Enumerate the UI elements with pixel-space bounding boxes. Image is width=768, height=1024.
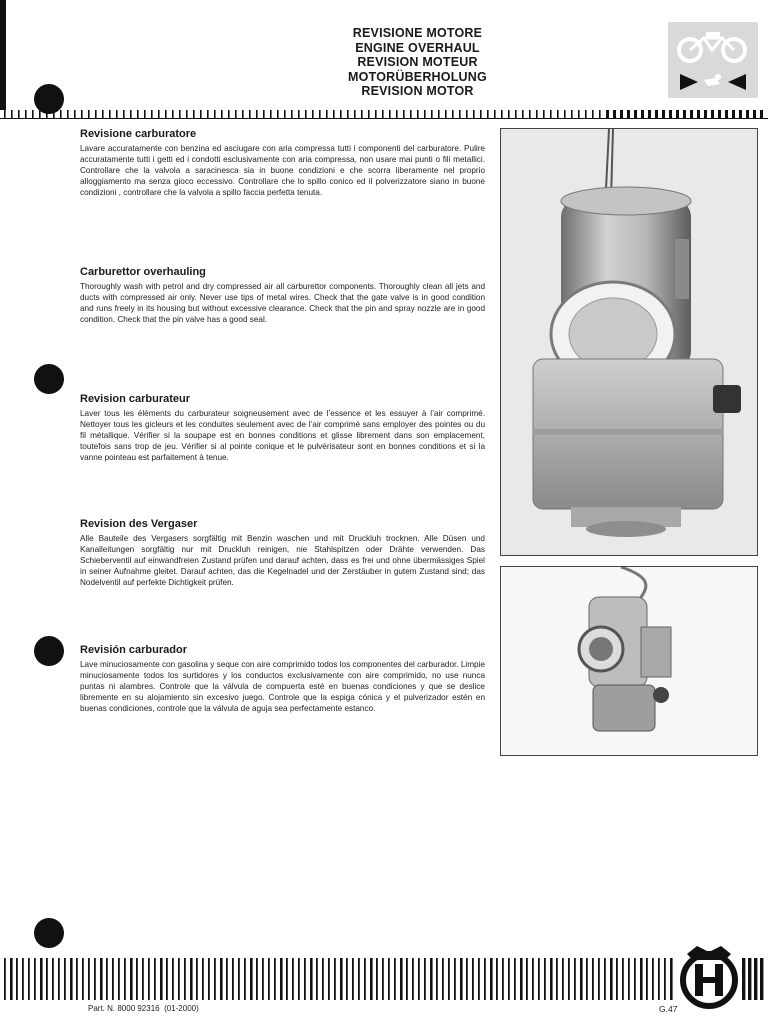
ruler-tick bbox=[340, 110, 342, 118]
barcode-bar bbox=[760, 958, 763, 1000]
ruler-tick bbox=[501, 110, 503, 118]
ruler-tick bbox=[522, 110, 524, 118]
ruler-tick bbox=[711, 110, 714, 118]
footer-barcode-ruler bbox=[0, 952, 768, 1004]
barcode-bar bbox=[106, 958, 108, 1000]
barcode-bar bbox=[298, 958, 300, 1000]
barcode-bar bbox=[436, 958, 438, 1000]
ruler-tick bbox=[4, 110, 6, 118]
barcode-bar bbox=[400, 958, 403, 1000]
ruler-tick bbox=[704, 110, 707, 118]
ruler-tick bbox=[676, 110, 679, 118]
ruler-tick bbox=[11, 110, 13, 118]
ruler-tick bbox=[291, 110, 293, 118]
part-number bbox=[88, 1004, 199, 1013]
binding-edge-bar bbox=[0, 0, 6, 110]
page-number: G.47 bbox=[659, 1004, 678, 1014]
barcode-bar bbox=[70, 958, 73, 1000]
ruler-tick bbox=[123, 110, 125, 118]
barcode-bar bbox=[514, 958, 516, 1000]
barcode-bar bbox=[352, 958, 354, 1000]
barcode-bar bbox=[40, 958, 43, 1000]
barcode-bar bbox=[430, 958, 433, 1000]
barcode-bar bbox=[484, 958, 486, 1000]
barcode-bar bbox=[166, 958, 168, 1000]
ruler-tick bbox=[60, 110, 62, 118]
barcode-bar bbox=[604, 958, 606, 1000]
ruler-tick bbox=[655, 110, 658, 118]
ruler-tick bbox=[473, 110, 475, 118]
ruler-tick bbox=[620, 110, 623, 118]
barcode-bar bbox=[112, 958, 114, 1000]
barcode-bar bbox=[172, 958, 174, 1000]
ruler-tick bbox=[277, 110, 279, 118]
header-ruler bbox=[0, 108, 768, 120]
ruler-tick bbox=[46, 110, 48, 118]
ruler-tick bbox=[550, 110, 552, 118]
barcode-bar bbox=[478, 958, 480, 1000]
ruler-tick bbox=[235, 110, 237, 118]
barcode-bar bbox=[256, 958, 258, 1000]
ruler-tick bbox=[18, 110, 20, 118]
ruler-tick bbox=[396, 110, 398, 118]
ruler-tick bbox=[193, 110, 195, 118]
punch-hole bbox=[34, 918, 64, 948]
ruler-tick bbox=[466, 110, 468, 118]
section-body: Laver tous les éléments du carburateur soigneusement avec de l’essence et les essuyer à l’air comprimé. Nettoyer tous les gicleurs et les conduites seulement avec de l’air comprimé sans employer des pointes ou du fil métallique. Vérifier si la soupape est en bonnes conditions et glisse librement dans son emplacement, toutefois sans trop de jeu. Vérifier si al pointe conique et le pulvérisateur sont en bonnes conditions et si la vanne pointeau est parfaitement à tenue. bbox=[80, 409, 485, 463]
barcode-bar bbox=[574, 958, 576, 1000]
ruler-tick bbox=[529, 110, 531, 118]
barcode-bar bbox=[568, 958, 570, 1000]
ruler-tick bbox=[81, 110, 83, 118]
barcode-bar bbox=[442, 958, 444, 1000]
ruler-tick bbox=[144, 110, 146, 118]
ruler-tick bbox=[578, 110, 580, 118]
barcode-bar bbox=[64, 958, 66, 1000]
barcode-bar bbox=[424, 958, 426, 1000]
ruler-tick bbox=[256, 110, 258, 118]
ruler-tick bbox=[403, 110, 405, 118]
barcode-bar bbox=[754, 958, 757, 1000]
barcode-bar bbox=[346, 958, 348, 1000]
edition-date: (01-2000) bbox=[164, 1004, 199, 1013]
section-french bbox=[80, 393, 485, 463]
barcode-bar bbox=[394, 958, 396, 1000]
barcode-bar bbox=[28, 958, 30, 1000]
ruler-tick bbox=[459, 110, 461, 118]
barcode-bar bbox=[466, 958, 468, 1000]
barcode-bar bbox=[4, 958, 6, 1000]
section-english bbox=[80, 266, 485, 325]
section-body: Thoroughly wash with petrol and dry compressed air all carburettor components. Thoroughly clean all jets and ducts with compressed air only. Never use tips of metal wires. Check that the gate valve is in good condition and runs freely in its housing but without excessive clearance. Check that the pin and spray nozzle are in good condition. Check that the pin valve has a good seal. bbox=[80, 282, 485, 325]
carburetor-photo bbox=[500, 128, 758, 556]
ruler-tick bbox=[137, 110, 139, 118]
barcode-bar bbox=[226, 958, 228, 1000]
ruler-tick bbox=[648, 110, 651, 118]
ruler-tick bbox=[746, 110, 749, 118]
barcode-bar bbox=[580, 958, 583, 1000]
ruler-tick bbox=[172, 110, 174, 118]
barcode-bar bbox=[10, 958, 13, 1000]
barcode-bar bbox=[418, 958, 420, 1000]
ruler-tick bbox=[242, 110, 244, 118]
barcode-bar bbox=[148, 958, 150, 1000]
part-number-text: Part. N. 8000 92316 bbox=[88, 1004, 160, 1013]
ruler-tick bbox=[354, 110, 356, 118]
barcode-bar bbox=[388, 958, 390, 1000]
ruler-tick bbox=[116, 110, 118, 118]
ruler-tick bbox=[158, 110, 160, 118]
ruler-tick bbox=[627, 110, 630, 118]
barcode-bar bbox=[412, 958, 414, 1000]
barcode-bar bbox=[142, 958, 144, 1000]
title-german: MOTORÜBERHOLUNG bbox=[348, 69, 487, 84]
ruler-tick bbox=[312, 110, 314, 118]
barcode-bar bbox=[202, 958, 204, 1000]
section-titles bbox=[330, 26, 505, 99]
barcode-bar bbox=[586, 958, 588, 1000]
ruler-tick bbox=[361, 110, 363, 118]
barcode-bar bbox=[196, 958, 198, 1000]
barcode-bar bbox=[310, 958, 313, 1000]
ruler-tick bbox=[319, 110, 321, 118]
barcode-bar bbox=[376, 958, 378, 1000]
ruler-tick bbox=[606, 110, 609, 118]
ruler-tick bbox=[669, 110, 672, 118]
barcode-bar bbox=[556, 958, 558, 1000]
barcode-bar bbox=[76, 958, 78, 1000]
barcode-bar bbox=[262, 958, 264, 1000]
barcode-bar bbox=[592, 958, 594, 1000]
barcode-bar bbox=[154, 958, 156, 1000]
ruler-tick bbox=[39, 110, 41, 118]
barcode-bar bbox=[370, 958, 373, 1000]
barcode-bar bbox=[520, 958, 523, 1000]
ruler-tick bbox=[165, 110, 167, 118]
section-title: Revision carburateur bbox=[80, 393, 191, 405]
ruler-tick bbox=[613, 110, 616, 118]
barcode-bar bbox=[316, 958, 318, 1000]
ruler-tick bbox=[753, 110, 756, 118]
ruler-tick bbox=[508, 110, 510, 118]
punch-hole bbox=[34, 364, 64, 394]
barcode-bar bbox=[322, 958, 324, 1000]
barcode-bar bbox=[34, 958, 36, 1000]
section-title: Revisione carburatore bbox=[80, 128, 197, 140]
barcode-bar bbox=[214, 958, 216, 1000]
ruler-tick bbox=[452, 110, 454, 118]
section-body: Lave minuciosamente con gasolina y seque con aire comprimido todos los componentes del carburador. Limpie minuciosamente todos los surtidores y los conductos exclusivamente con aire comprimido, no use nunca puntas ni alambres. Controle que la válvula de compuerta esté en buenas condiciones y que se deslice libremente en su alojamiento sin excesivo juego. Controle que la espiga cónica y el pulverizador estén en buenas condiciones, controle que la válvula de aguja sea perfectamente estanco. bbox=[80, 660, 485, 714]
motorcycle-engine-overhaul-icon bbox=[668, 22, 758, 98]
title-italian: REVISIONE MOTORE bbox=[352, 26, 483, 40]
barcode-bar bbox=[598, 958, 600, 1000]
barcode-bar bbox=[502, 958, 504, 1000]
barcode-bar bbox=[448, 958, 450, 1000]
ruler-tick bbox=[410, 110, 412, 118]
barcode-bar bbox=[22, 958, 24, 1000]
barcode-bar bbox=[664, 958, 666, 1000]
ruler-tick bbox=[326, 110, 328, 118]
ruler-tick bbox=[536, 110, 538, 118]
barcode-bar bbox=[382, 958, 384, 1000]
barcode-bar bbox=[328, 958, 330, 1000]
barcode-bar bbox=[238, 958, 240, 1000]
ruler-tick bbox=[599, 110, 601, 118]
barcode-bar bbox=[670, 958, 673, 1000]
ruler-tick bbox=[480, 110, 482, 118]
title-english: ENGINE OVERHAUL bbox=[355, 40, 480, 55]
barcode-bar bbox=[100, 958, 103, 1000]
barcode-bar bbox=[16, 958, 18, 1000]
ruler-tick bbox=[263, 110, 265, 118]
barcode-bar bbox=[526, 958, 528, 1000]
ruler-tick bbox=[151, 110, 153, 118]
barcode-bar bbox=[460, 958, 463, 1000]
ruler-tick bbox=[130, 110, 132, 118]
section-spanish bbox=[80, 644, 485, 714]
ruler-tick bbox=[431, 110, 433, 118]
section-title: Carburettor overhauling bbox=[80, 266, 206, 278]
barcode-bar bbox=[160, 958, 163, 1000]
ruler-tick bbox=[179, 110, 181, 118]
ruler-tick bbox=[634, 110, 637, 118]
ruler-tick bbox=[375, 110, 377, 118]
barcode-bar bbox=[184, 958, 186, 1000]
barcode-bar bbox=[508, 958, 510, 1000]
barcode-bar bbox=[340, 958, 343, 1000]
section-title: Revisión carburador bbox=[80, 644, 187, 656]
barcode-bar bbox=[652, 958, 654, 1000]
ruler-tick bbox=[557, 110, 559, 118]
section-body: Alle Bauteile des Vergasers sorgfältig mit Benzin waschen und mit Druckluh trocknen. Alle Düsen und Kanalleitungen sorgfältig nur mit Druckluh reinigen, nie Stahlspitzen oder Drähte verwenden. Das Schieberventil auf einwandfreien Zustand prüfen und darauf achten, dass es frei und ohne übermässiges Spiel in seiner Aufnahme gleitet. Darauf achten, das die Kegelnadel und der Zerstäuber in gutem Zustand sind; das Nodelventil auf perfekte Dichtigkeit prüfen. bbox=[80, 534, 485, 588]
ruler-tick bbox=[564, 110, 566, 118]
ruler-tick bbox=[571, 110, 573, 118]
barcode-bar bbox=[622, 958, 624, 1000]
barcode-bar bbox=[544, 958, 546, 1000]
ruler-tick bbox=[95, 110, 97, 118]
barcode-bar bbox=[250, 958, 253, 1000]
ruler-tick bbox=[305, 110, 307, 118]
ruler-tick bbox=[53, 110, 55, 118]
ruler-tick bbox=[200, 110, 202, 118]
barcode-bar bbox=[406, 958, 408, 1000]
ruler-tick bbox=[102, 110, 104, 118]
barcode-bar bbox=[280, 958, 283, 1000]
ruler-tick bbox=[389, 110, 391, 118]
barcode-bar bbox=[232, 958, 234, 1000]
ruler-tick bbox=[32, 110, 34, 118]
barcode-bar bbox=[190, 958, 193, 1000]
barcode-bar bbox=[286, 958, 288, 1000]
ruler-tick bbox=[109, 110, 111, 118]
ruler-tick bbox=[641, 110, 644, 118]
barcode-bar bbox=[130, 958, 133, 1000]
barcode-bar bbox=[244, 958, 246, 1000]
barcode-bar bbox=[364, 958, 366, 1000]
barcode-bar bbox=[52, 958, 54, 1000]
ruler-tick bbox=[697, 110, 700, 118]
barcode-bar bbox=[454, 958, 456, 1000]
barcode-bar bbox=[118, 958, 120, 1000]
barcode-bar bbox=[208, 958, 210, 1000]
barcode-bar bbox=[358, 958, 360, 1000]
barcode-bar bbox=[88, 958, 90, 1000]
ruler-tick bbox=[662, 110, 665, 118]
ruler-tick bbox=[249, 110, 251, 118]
ruler-tick bbox=[445, 110, 447, 118]
barcode-bar bbox=[136, 958, 138, 1000]
ruler-tick bbox=[270, 110, 272, 118]
barcode-bar bbox=[334, 958, 336, 1000]
barcode-bar bbox=[748, 958, 751, 1000]
barcode-bar bbox=[532, 958, 534, 1000]
barcode-bar bbox=[634, 958, 636, 1000]
ruler-tick bbox=[683, 110, 686, 118]
ruler-tick bbox=[732, 110, 735, 118]
ruler-tick bbox=[347, 110, 349, 118]
barcode-bar bbox=[472, 958, 474, 1000]
barcode-bar bbox=[58, 958, 60, 1000]
ruler-tick bbox=[487, 110, 489, 118]
barcode-bar bbox=[640, 958, 643, 1000]
barcode-bar bbox=[292, 958, 294, 1000]
ruler-tick bbox=[221, 110, 223, 118]
ruler-baseline bbox=[0, 118, 768, 119]
ruler-tick bbox=[739, 110, 742, 118]
section-title: Revision des Vergaser bbox=[80, 518, 198, 530]
ruler-tick bbox=[284, 110, 286, 118]
title-spanish: REVISION MOTOR bbox=[361, 84, 474, 98]
ruler-tick bbox=[725, 110, 728, 118]
barcode-bar bbox=[274, 958, 276, 1000]
ruler-tick bbox=[214, 110, 216, 118]
barcode-bar bbox=[628, 958, 630, 1000]
ruler-tick bbox=[74, 110, 76, 118]
husqvarna-logo bbox=[679, 944, 739, 1010]
barcode-bar bbox=[538, 958, 540, 1000]
barcode-bar bbox=[178, 958, 180, 1000]
ruler-tick bbox=[417, 110, 419, 118]
barcode-bar bbox=[82, 958, 84, 1000]
barcode-bar bbox=[304, 958, 306, 1000]
barcode-bar bbox=[550, 958, 553, 1000]
ruler-tick bbox=[207, 110, 209, 118]
barcode-bar bbox=[220, 958, 223, 1000]
barcode-bar bbox=[94, 958, 96, 1000]
ruler-tick bbox=[515, 110, 517, 118]
ruler-tick bbox=[67, 110, 69, 118]
ruler-tick bbox=[690, 110, 693, 118]
barcode-bar bbox=[268, 958, 270, 1000]
ruler-tick bbox=[494, 110, 496, 118]
ruler-tick bbox=[186, 110, 188, 118]
ruler-tick bbox=[424, 110, 426, 118]
ruler-tick bbox=[543, 110, 545, 118]
section-italian bbox=[80, 128, 485, 198]
barcode-bar bbox=[46, 958, 48, 1000]
ruler-tick bbox=[228, 110, 230, 118]
barcode-bar bbox=[616, 958, 618, 1000]
ruler-tick bbox=[333, 110, 335, 118]
punch-hole bbox=[34, 636, 64, 666]
title-french: REVISION MOTEUR bbox=[357, 55, 478, 69]
barcode-bar bbox=[658, 958, 660, 1000]
ruler-tick bbox=[718, 110, 721, 118]
barcode-bar bbox=[562, 958, 564, 1000]
ruler-tick bbox=[298, 110, 300, 118]
barcode-bar bbox=[496, 958, 498, 1000]
ruler-tick bbox=[585, 110, 587, 118]
barcode-bar bbox=[742, 958, 745, 1000]
barcode-bar bbox=[646, 958, 648, 1000]
ruler-tick bbox=[88, 110, 90, 118]
barcode-bar bbox=[124, 958, 126, 1000]
ruler-tick bbox=[592, 110, 594, 118]
section-body: Lavare accuratamente con benzina ed asciugare con aria compressa tutti i componenti del carburatore. Pulire accuratamente tutti i getti ed i condotti esclusivamente con aria compressa, non usare mai punti o fili metallici. Controllare che la valvola a saracinesca sia in buone condizioni e che scorra liberamente nel proprio alloggiamento ma senza gioco eccessivo. Controllare che lo spillo conico ed il polverizzatore siano in buone condizioni , controllare che la valvola a spillo faccia perfetta tenuta. bbox=[80, 144, 485, 198]
ruler-tick bbox=[438, 110, 440, 118]
barcode-bar bbox=[490, 958, 493, 1000]
ruler-tick bbox=[368, 110, 370, 118]
section-german bbox=[80, 518, 485, 588]
ruler-tick bbox=[382, 110, 384, 118]
ruler-tick bbox=[760, 110, 763, 118]
ruler-tick bbox=[25, 110, 27, 118]
carburetor-side-photo bbox=[500, 566, 758, 756]
barcode-bar bbox=[610, 958, 613, 1000]
